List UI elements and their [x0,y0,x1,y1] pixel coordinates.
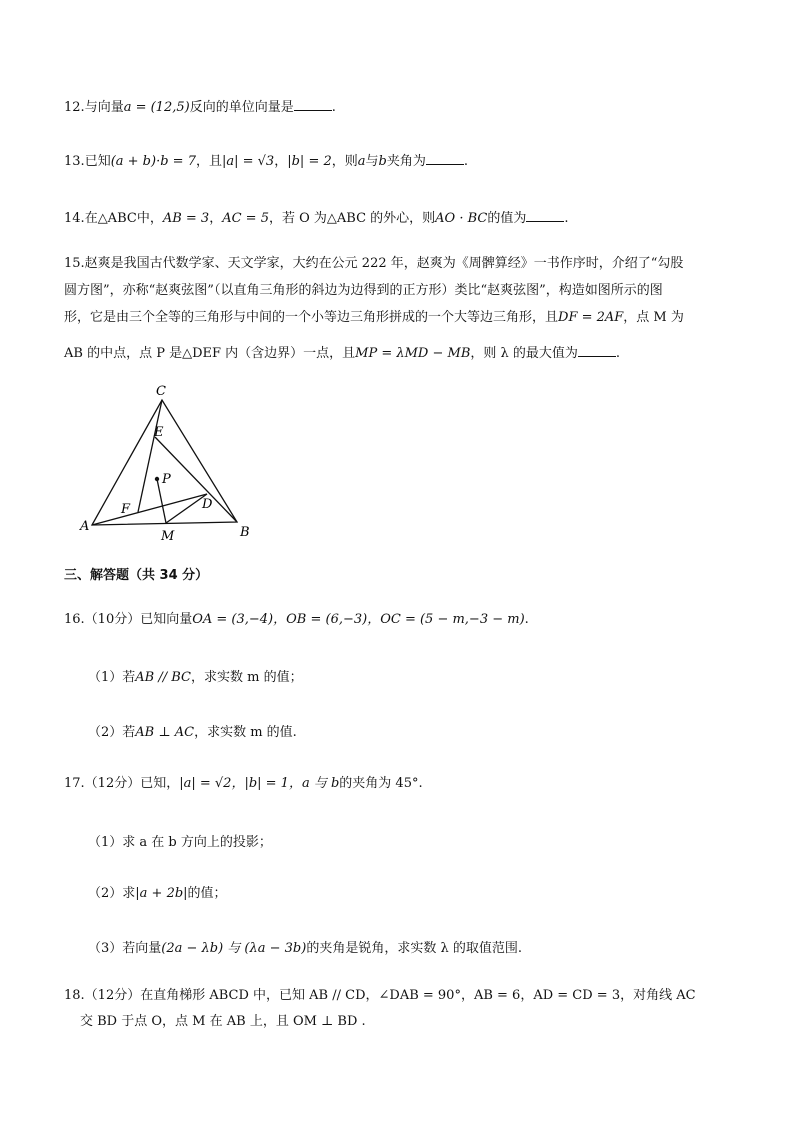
q12-number: 12. [64,100,85,115]
q16-part-1-condition: AB // BC [135,670,191,685]
label-C: C [156,384,166,399]
q14-expression-2: AC = 5 [222,211,269,226]
label-B: B [240,525,250,540]
q14-expression-3: AO · BC [435,211,488,226]
label-P: P [162,472,171,487]
q15-vector-equation: MP = λMD − MB [355,346,471,361]
q16-end: . [524,612,529,627]
q13-text: 已知 [84,154,111,169]
q15-line-3 [64,308,684,328]
q16-part-1-tail: ，求实数 m 的值； [191,670,303,685]
q17-part-3-tail: 的夹角是锐角，求实数 λ 的取值范围. [306,941,522,956]
segment-CF [138,400,162,512]
q17-part-2-expression: |a + 2b| [135,886,188,901]
q15-line-2: 圆方图”，亦称“赵爽弦图”（以直角三角形的斜边为边得到的正方形）类比“赵爽弦图”，构造如图所示的图 [64,283,663,298]
segment-MD [166,494,207,523]
q13-expression-1: (a + b)·b = 7 [110,154,196,169]
q16-part-1 [88,668,303,688]
q16-head: 16.（10分）已知向量 [64,612,193,627]
q17-part-3-prefix: （3）若向量 [88,941,162,956]
q14-sep: ， [209,211,223,226]
question-14 [64,209,569,229]
section-heading: 三、解答题（共 34 分） [64,568,209,583]
q15-end: . [615,346,621,361]
q13-sep-1: ，且 [195,154,222,169]
question-12 [64,98,336,118]
answer-blank[interactable] [526,209,564,222]
q13-vector-b: b [378,154,387,169]
q12-text: 与向量 [84,100,124,115]
answer-blank[interactable] [578,344,616,357]
q17-tail: 的夹角为 45°. [339,776,423,791]
point-P [155,477,159,481]
label-A: A [80,519,90,534]
q14-number: 14. [64,211,85,226]
label-F: F [121,502,131,517]
q17-part-3 [88,939,522,959]
label-M: M [161,529,175,544]
q14-text: 在△ABC中， [84,211,163,226]
q12-end: . [331,100,336,115]
q15-line-3-tail: ，点 M 为 [623,310,684,325]
q17-part-2-tail: 的值； [187,886,227,901]
triangle-figure [76,380,266,545]
q13-end: . [463,154,469,169]
q12-tail: 反向的单位向量是 [189,100,294,115]
q15-condition: DF = 2AF [558,310,624,325]
q13-sep-3: ，则 [331,154,358,169]
label-D: D [202,497,213,512]
q12-expression: a = (12,5) [123,100,190,115]
label-E: E [154,425,164,440]
question-13 [64,152,468,172]
q13-expression-3: |b| = 2 [287,154,332,169]
q15-line-4-text: AB 的中点，点 P 是△DEF 内（含边界）一点，且 [64,346,356,361]
q18-line-1: 18.（12分）在直角梯形 ABCD 中，已知 AB // CD，∠DAB = 90°，AB = 6，AD = CD = 3，对角线 AC [64,988,696,1003]
q17-part-2 [88,884,227,904]
q16-part-1-prefix: （1）若 [88,670,136,685]
q15-line-3-text: 形，它是由三个全等的三角形与中间的一个小等边三角形拼成的一个大等边三角形，且 [64,310,559,325]
q16-part-2-tail: ，求实数 m 的值. [194,725,297,740]
q18-line-2: 交 BD 于点 O，点 M 在 AB 上，且 OM ⊥ BD . [80,1014,366,1029]
q13-sep-2: ， [274,154,288,169]
question-16 [64,610,529,630]
q15-line-4 [64,344,620,364]
q17-head: 17.（12分）已知， [64,776,180,791]
q14-end: . [564,211,569,226]
q15-line-4-tail: ，则 λ 的最大值为 [470,346,578,361]
q13-number: 13. [64,154,85,169]
q13-sep-4: 与 [365,154,379,169]
q17-givens: |a| = √2，|b| = 1，a 与 b [179,776,340,791]
segment-AD [92,494,207,525]
answer-blank[interactable] [426,152,464,165]
answer-blank[interactable] [294,98,332,111]
question-17 [64,774,423,794]
q17-part-2-prefix: （2）求 [88,886,136,901]
outer-triangle [92,400,237,525]
q16-vectors: OA = (3,−4)，OB = (6,−3)，OC = (5 − m,−3 − m) [192,612,525,627]
q16-part-2-condition: AB ⊥ AC [135,725,195,740]
q13-expression-2: |a| = √3 [221,154,275,169]
q14-tail: 的值为 [487,211,527,226]
q13-tail: 夹角为 [386,154,426,169]
q17-part-3-expression: (2a − λb) 与 (λa − 3b) [161,941,307,956]
q16-part-2 [88,723,297,743]
q14-expression-1: AB = 3 [162,211,210,226]
q15-line-1: 15.赵爽是我国古代数学家、天文学家，大约在公元 222 年，赵爽为《周髀算经》一书作序时，介绍了“勾股 [64,256,684,271]
q14-mid: ，若 O 为△ABC 的外心，则 [268,211,436,226]
q13-vector-a: a [357,154,366,169]
q16-part-2-prefix: （2）若 [88,725,136,740]
q17-part-1: （1）求 a 在 b 方向上的投影； [88,835,272,850]
